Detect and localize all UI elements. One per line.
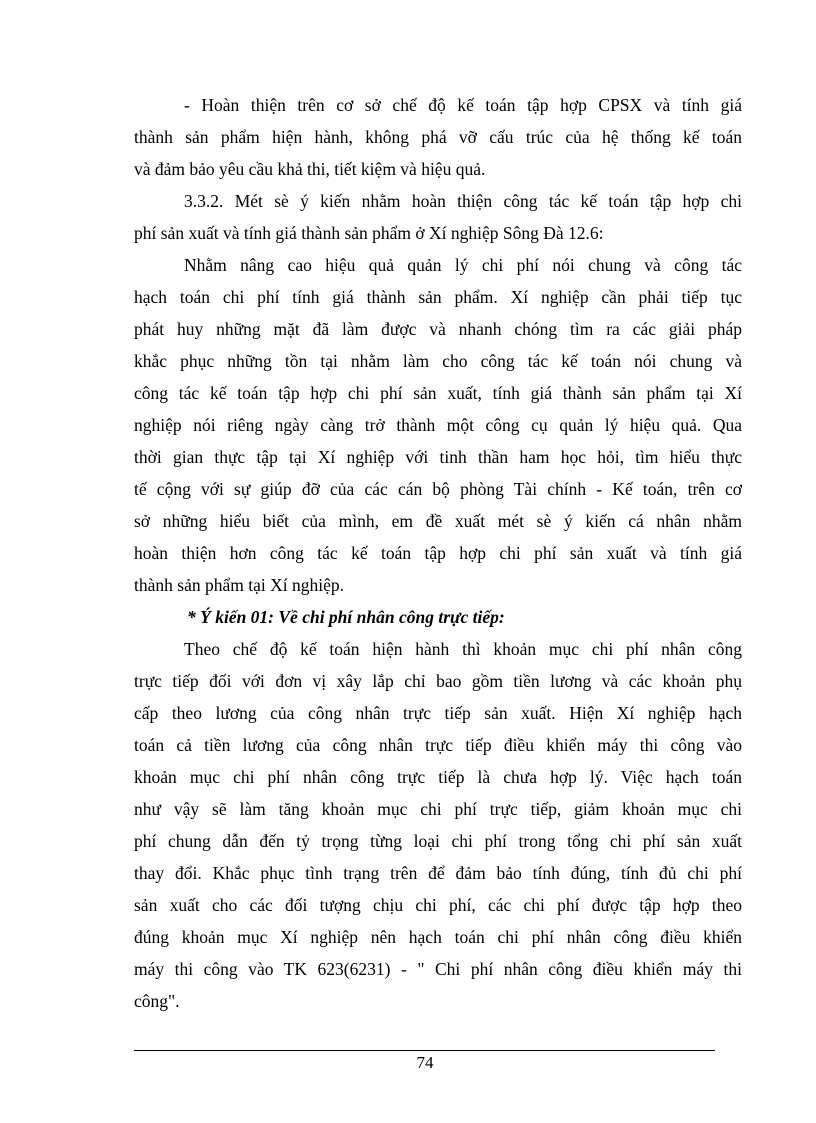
text-line: toán cả tiền lương của công nhân trực tiếp điều khiển máy thi công vào	[134, 735, 742, 755]
text-line: khắc phục những tồn tại nhằm làm cho công tác kế toán nói chung và	[134, 351, 742, 371]
text-line: công tác kế toán tập hợp chi phí sản xuất, tính giá thành sản phẩm tại Xí	[134, 383, 742, 403]
paragraph	[134, 185, 742, 249]
text-line: hạch toán chi phí tính giá thành sản phẩm. Xí nghiệp cần phải tiếp tục	[134, 287, 742, 307]
text-line: 3.3.2. Mét sè ý kiến nhằm hoàn thiện công tác kế toán tập hợp chi	[184, 191, 742, 211]
text-line: công".	[134, 991, 180, 1011]
text-line: - Hoàn thiện trên cơ sở chế độ kế toán tập hợp CPSX và tính giá	[184, 95, 742, 115]
text-line: Nhằm nâng cao hiệu quả quản lý chi phí nói chung và công tác	[184, 255, 742, 275]
text-line: phí sản xuất và tính giá thành sản phẩm ở Xí nghiệp Sông Đà 12.6:	[134, 223, 604, 243]
text-line: nghiệp nói riêng ngày càng trở thành một công cụ quản lý hiệu quả. Qua	[134, 415, 742, 435]
paragraph	[134, 89, 742, 185]
text-line: sản xuất cho các đối tượng chịu chi phí, các chi phí được tập hợp theo	[134, 895, 742, 915]
text-line: thời gian thực tập tại Xí nghiệp với tinh thần ham học hỏi, tìm hiểu thực	[134, 447, 742, 467]
text-line: khoản mục chi phí nhân công trực tiếp là chưa hợp lý. Việc hạch toán	[134, 767, 742, 787]
text-line: thành sản phẩm tại Xí nghiệp.	[134, 575, 344, 595]
text-line: phí chung dẫn đến tỷ trọng từng loại chi phí trong tổng chi phí sản xuất	[134, 831, 742, 851]
page-number: 74	[416, 1053, 434, 1072]
text-line: sở những hiểu biết của mình, em đề xuất mét sè ý kiến cá nhân nhằm	[134, 511, 742, 531]
document-body	[134, 89, 742, 1017]
text-line: thành sản phẩm hiện hành, không phá vỡ cấu trúc của hệ thống kế toán	[134, 127, 742, 147]
text-line: đúng khoản mục Xí nghiệp nên hạch toán chi phí nhân công điều khiển	[134, 927, 742, 947]
text-line: như vậy sẽ làm tăng khoản mục chi phí trực tiếp, giảm khoản mục chi	[134, 799, 742, 819]
text-line: và đảm bảo yêu cầu khả thi, tiết kiệm và hiệu quả.	[134, 159, 486, 179]
text-line: * Ý kiến 01: Về chi phí nhân công trực tiếp:	[187, 607, 505, 627]
section-heading	[134, 601, 742, 633]
paragraph	[134, 633, 742, 1017]
text-line: thay đổi. Khắc phục tình trạng trên để đảm bảo tính đúng, tính đủ chi phí	[134, 863, 742, 883]
text-line: trực tiếp đối với đơn vị xây lắp chỉ bao gồm tiền lương và các khoản phụ	[134, 671, 742, 691]
text-line: phát huy những mặt đã làm được và nhanh chóng tìm ra các giải pháp	[134, 319, 742, 339]
text-line: máy thi công vào TK 623(6231) - " Chi phí nhân công điều khiển máy thi	[134, 959, 742, 979]
text-line: hoàn thiện hơn công tác kế toán tập hợp chi phí sản xuất và tính giá	[134, 543, 742, 563]
text-line: Theo chế độ kế toán hiện hành thì khoản mục chi phí nhân công	[184, 639, 742, 659]
text-line: tế cộng với sự giúp đỡ của các cán bộ phòng Tài chính - Kế toán, trên cơ	[134, 479, 742, 499]
paragraph	[134, 249, 742, 601]
footer-divider	[134, 1050, 715, 1051]
text-line: cấp theo lương của công nhân trực tiếp sản xuất. Hiện Xí nghiệp hạch	[134, 703, 742, 723]
